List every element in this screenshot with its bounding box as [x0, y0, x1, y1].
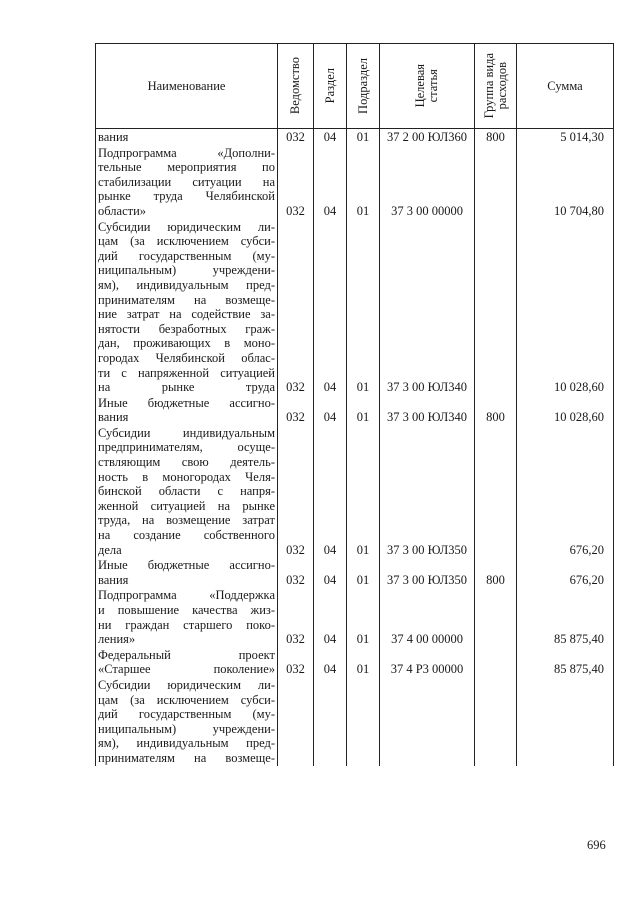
row-name-line: ям), индивидуальным пред-	[98, 736, 275, 751]
row-name-line: вания	[98, 572, 129, 587]
table-row	[96, 129, 614, 145]
row-name-line: городах Челябинской облас-	[98, 350, 275, 365]
row-name-line: и повышение качества жиз-	[98, 603, 275, 617]
gruppa-cell: 800	[475, 557, 517, 587]
podrazdel-cell: 01	[347, 395, 380, 425]
podrazdel-cell: 01	[347, 219, 380, 395]
vedomstvo-cell: 032	[278, 587, 314, 646]
vedomstvo-cell: 032	[278, 647, 314, 677]
summa-cell: 85 875,40	[517, 587, 614, 646]
row-name-line: дий государственным (му-	[98, 707, 275, 722]
row-name-line: предпринимателям, осуще-	[98, 440, 275, 455]
tselevaya-cell: 37 3 00 ЮЛ350	[380, 425, 475, 557]
budget-table	[95, 43, 614, 766]
row-name-line: на создание собственного	[98, 528, 275, 543]
gruppa-cell	[475, 677, 517, 766]
row-name-line: Иные бюджетные ассигно-	[98, 558, 275, 573]
table-row	[96, 219, 614, 395]
tselevaya-cell	[380, 677, 475, 766]
row-name-line: дела	[98, 542, 122, 557]
vedomstvo-cell: 032	[278, 425, 314, 557]
row-name-cell	[96, 145, 278, 219]
row-name-line: цам (за исключением субси-	[98, 692, 275, 707]
podrazdel-cell: 01	[347, 425, 380, 557]
row-name-line: нятости безработных граж-	[98, 321, 275, 336]
row-name-line: области»	[98, 203, 147, 218]
row-name-line: ям), индивидуальным пред-	[98, 277, 275, 292]
vedomstvo-cell: 032	[278, 395, 314, 425]
row-name-cell	[96, 587, 278, 646]
table-body	[96, 129, 614, 766]
header-podrazdel	[347, 44, 380, 129]
row-name-line: на рынке труда	[98, 380, 275, 395]
podrazdel-cell: 01	[347, 129, 380, 145]
table-header-row	[96, 44, 614, 129]
row-name-line: рынке труда Челябинской	[98, 189, 275, 204]
summa-cell: 10 028,60	[517, 395, 614, 425]
tselevaya-cell: 37 3 00 ЮЛ350	[380, 557, 475, 587]
row-name-line: ления»	[98, 632, 136, 647]
row-name-line: Субсидии юридическим ли-	[98, 219, 275, 234]
razdel-cell: 04	[314, 219, 347, 395]
gruppa-cell: 800	[475, 395, 517, 425]
summa-cell: 676,20	[517, 425, 614, 557]
row-name-line: женной ситуацией на рынке	[98, 498, 275, 513]
row-name-line: вания	[98, 130, 129, 144]
gruppa-cell	[475, 647, 517, 677]
gruppa-cell	[475, 145, 517, 219]
row-name-line: стабилизации ситуации на	[98, 174, 275, 189]
header-name-text: Наименование	[147, 78, 226, 93]
podrazdel-cell: 01	[347, 557, 380, 587]
row-name-cell	[96, 647, 278, 677]
row-name-line: ствляющим свою деятель-	[98, 455, 275, 470]
row-name-line: тельные мероприятия по	[98, 160, 275, 175]
row-name-cell	[96, 129, 278, 145]
summa-cell: 10 028,60	[517, 219, 614, 395]
header-vedomstvo-text: Ведомство	[288, 57, 302, 115]
row-name-line: ти с напряженной ситуацией	[98, 365, 275, 380]
row-name-line: ниципальным) учреждени-	[98, 721, 275, 736]
row-name-cell	[96, 557, 278, 587]
header-gruppa	[475, 44, 517, 129]
gruppa-cell	[475, 219, 517, 395]
header-podrazdel-text: Подраздел	[355, 58, 370, 114]
summa-cell	[517, 677, 614, 766]
razdel-cell: 04	[314, 145, 347, 219]
summa-cell: 5 014,30	[517, 129, 614, 145]
razdel-cell: 04	[314, 647, 347, 677]
row-name-line: Иные бюджетные ассигно-	[98, 395, 275, 410]
podrazdel-cell: 01	[347, 145, 380, 219]
razdel-cell: 04	[314, 129, 347, 145]
page-number: 696	[587, 838, 606, 852]
row-name-line: «Старшее поколение»	[98, 662, 275, 677]
tselevaya-cell: 37 3 00 ЮЛ340	[380, 219, 475, 395]
row-name-line: бинской области с напря-	[98, 484, 275, 499]
vedomstvo-cell: 032	[278, 129, 314, 145]
header-razdel	[314, 44, 347, 129]
gruppa-cell	[475, 587, 517, 646]
razdel-cell	[314, 677, 347, 766]
row-name-line: ни граждан старшего поко-	[98, 617, 275, 632]
vedomstvo-cell: 032	[278, 219, 314, 395]
header-summa	[517, 44, 614, 129]
razdel-cell: 04	[314, 395, 347, 425]
summa-cell: 85 875,40	[517, 647, 614, 677]
tselevaya-cell: 37 3 00 ЮЛ340	[380, 395, 475, 425]
tselevaya-cell: 37 4 00 00000	[380, 587, 475, 646]
summa-cell: 10 704,80	[517, 145, 614, 219]
podrazdel-cell: 01	[347, 647, 380, 677]
row-name-line: труда, на возмещение затрат	[98, 513, 275, 528]
razdel-cell: 04	[314, 425, 347, 557]
header-summa-text: Сумма	[547, 78, 583, 93]
razdel-cell: 04	[314, 557, 347, 587]
row-name-line: Субсидии юридическим ли-	[98, 677, 275, 692]
row-name-line: ние затрат на содействие за-	[98, 307, 275, 322]
podrazdel-cell	[347, 677, 380, 766]
table-row	[96, 557, 614, 587]
tselevaya-cell: 37 2 00 ЮЛ360	[380, 129, 475, 145]
table-row	[96, 425, 614, 557]
header-razdel-text: Раздел	[322, 68, 337, 104]
podrazdel-cell: 01	[347, 587, 380, 646]
table-row	[96, 587, 614, 646]
row-name-line: принимателям на возмеще-	[98, 292, 275, 307]
header-vedomstvo	[278, 44, 314, 129]
row-name-cell	[96, 219, 278, 395]
razdel-cell: 04	[314, 587, 347, 646]
vedomstvo-cell: 032	[278, 145, 314, 219]
header-tselevaya	[380, 44, 475, 129]
row-name-line: ниципальным) учреждени-	[98, 263, 275, 278]
summa-cell: 676,20	[517, 557, 614, 587]
tselevaya-cell: 37 4 P3 00000	[380, 647, 475, 677]
gruppa-cell: 800	[475, 129, 517, 145]
row-name-line: Федеральный проект	[98, 647, 275, 662]
table-row	[96, 395, 614, 425]
vedomstvo-cell	[278, 677, 314, 766]
row-name-cell	[96, 395, 278, 425]
row-name-line: цам (за исключением субси-	[98, 234, 275, 249]
row-name-line: дан, проживающих в моно-	[98, 336, 275, 351]
header-tselevaya-text: Целевая статья	[413, 64, 440, 108]
row-name-cell	[96, 677, 278, 766]
vedomstvo-cell: 032	[278, 557, 314, 587]
table-row	[96, 677, 614, 766]
header-gruppa-text: Группа вида расходов	[481, 53, 509, 119]
row-name-line: Подпрограмма «Дополни-	[98, 145, 275, 160]
row-name-line: дий государственным (му-	[98, 248, 275, 263]
gruppa-cell	[475, 425, 517, 557]
row-name-line: ность в моногородах Челя-	[98, 469, 275, 484]
header-name	[96, 44, 278, 129]
row-name-line: принимателям на возмеще-	[98, 750, 275, 765]
row-name-line: вания	[98, 410, 129, 425]
row-name-cell	[96, 425, 278, 557]
table-row	[96, 647, 614, 677]
table-row	[96, 145, 614, 219]
row-name-line: Подпрограмма «Поддержка	[98, 588, 275, 603]
row-name-line: Субсидии индивидуальным	[98, 425, 275, 440]
tselevaya-cell: 37 3 00 00000	[380, 145, 475, 219]
